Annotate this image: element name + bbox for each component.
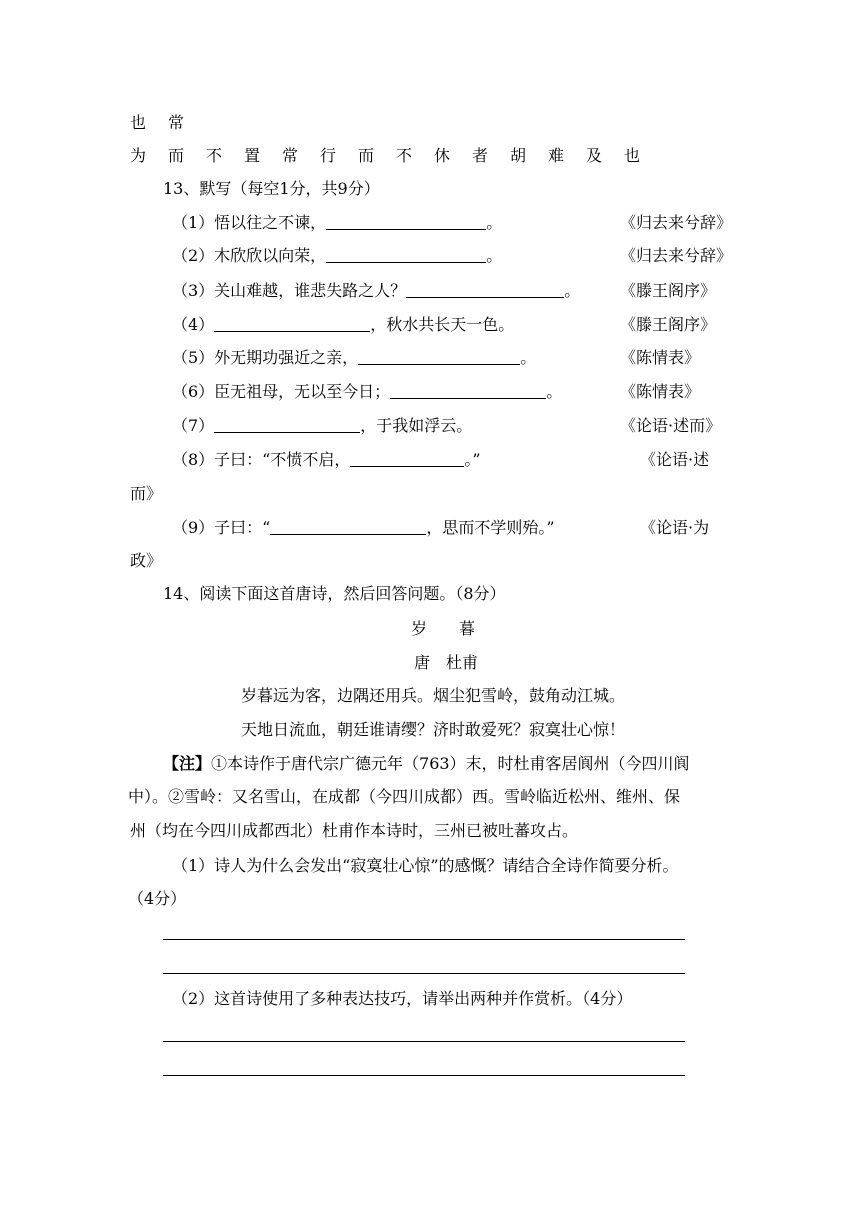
q14-sub2: （2）这首诗使用了多种表达技巧，请举出两种并作赏析。（4分）: [172, 989, 633, 1008]
q14-title: 14、阅读下面这首唐诗，然后回答问题。（8分）: [163, 584, 506, 603]
item-suffix: ，于我如浮云。: [360, 416, 473, 435]
q13-item-2: [172, 245, 502, 267]
q13-item-5: [172, 347, 536, 369]
note-label: 【注】: [163, 754, 212, 773]
item-prefix: （3）关山难越，谁悲失路之人？: [172, 281, 407, 300]
q13-source-4: 《滕王阁序》: [620, 315, 717, 334]
char: 而: [168, 146, 185, 165]
q13-item-7: [172, 415, 472, 437]
char: 休: [434, 146, 451, 165]
char: 而: [358, 146, 375, 165]
item-prefix: （1）悟以往之不谏，: [172, 213, 327, 232]
poem-title: 岁 暮: [411, 619, 476, 638]
item-suffix: ，秋水共长天一色。: [370, 315, 515, 334]
q13-source-7: 《论语·述而》: [620, 416, 722, 435]
poem-line-1: 岁暮远为客，边隅还用兵。烟尘犯雪岭，鼓角动江城。: [241, 686, 626, 705]
char: 行: [320, 146, 337, 165]
item-prefix: （8）子曰：“不愤不启，: [172, 450, 351, 469]
q13-source-8-wrap: 而》: [130, 484, 163, 503]
q13-source-5: 《陈情表》: [620, 348, 701, 367]
char: 难: [548, 146, 565, 165]
text-row-1: [130, 112, 206, 134]
poem-author: 唐 杜甫: [414, 653, 479, 672]
q13-source-6: 《陈情表》: [620, 382, 701, 401]
answer-blank[interactable]: [390, 382, 546, 399]
item-suffix: 。: [486, 213, 503, 232]
q14-sub1-line-1: （1）诗人为什么会发出“寂寞壮心惊”的感慨？请结合全诗作简要分析。: [172, 856, 679, 875]
note-line-3: 州（均在今四川成都西北）杜甫作本诗时，三州已被吐蕃攻占。: [130, 821, 579, 840]
item-suffix: 。: [546, 382, 563, 401]
text-row-2: [130, 145, 662, 167]
char: 也: [130, 113, 147, 132]
item-prefix: （6）臣无祖母，无以至今日；: [172, 382, 391, 401]
char: 及: [586, 146, 603, 165]
answer-blank[interactable]: [350, 450, 464, 467]
q14-sub1-line-2: （4分）: [128, 889, 187, 908]
q13-source-8: 《论语·述: [640, 450, 710, 469]
q13-item-9: [172, 517, 555, 539]
answer-line[interactable]: [163, 1075, 685, 1076]
q13-title: 13、默写（每空1分，共9分）: [163, 179, 380, 198]
answer-line[interactable]: [163, 1041, 685, 1042]
item-prefix: （2）木欣欣以向荣，: [172, 246, 327, 265]
q13-source-9: 《论语·为: [640, 518, 710, 537]
item-suffix: 。”: [464, 450, 481, 469]
note-line-2: 中）。②雪岭：又名雪山，在成都（今四川成都）西。雪岭临近松州、维州、保: [128, 787, 681, 806]
char: 常: [168, 113, 185, 132]
item-prefix: （7）: [172, 416, 215, 435]
q13-item-6: [172, 381, 562, 403]
answer-blank[interactable]: [214, 416, 360, 433]
char: 胡: [510, 146, 527, 165]
item-prefix: （5）外无期功强近之亲，: [172, 348, 359, 367]
item-prefix: （4）: [172, 315, 215, 334]
q13-item-3: [172, 280, 580, 302]
q13-item-8: [172, 449, 481, 471]
q13-source-9-wrap: 政》: [130, 551, 163, 570]
q13-item-1: [172, 212, 502, 234]
poem-line-2: 天地日流血，朝廷谁请缨？济时敢爱死？寂寞壮心惊！: [241, 720, 626, 739]
answer-blank[interactable]: [326, 213, 486, 230]
answer-blank[interactable]: [358, 348, 520, 365]
q13-source-1: 《归去来兮辞》: [620, 213, 733, 232]
char: 为: [130, 146, 147, 165]
q13-source-3: 《滕王阁序》: [620, 281, 717, 300]
char: 者: [472, 146, 489, 165]
q13-item-4: [172, 314, 514, 336]
note-line-1: [163, 753, 690, 775]
answer-line[interactable]: [163, 973, 685, 974]
char: 也: [624, 146, 641, 165]
char: 不: [396, 146, 413, 165]
char: 常: [282, 146, 299, 165]
item-suffix: 。: [564, 281, 581, 300]
item-suffix: 。: [520, 348, 537, 367]
char: 置: [244, 146, 261, 165]
answer-line[interactable]: [163, 939, 685, 940]
answer-blank[interactable]: [326, 246, 486, 263]
answer-blank[interactable]: [406, 281, 564, 298]
note-text: ①本诗作于唐代宗广德元年（763）末，时杜甫客居阆州（今四川阆: [211, 754, 690, 773]
item-prefix: （9）子曰：“: [172, 518, 271, 537]
q13-source-2: 《归去来兮辞》: [620, 246, 733, 265]
char: 不: [206, 146, 223, 165]
item-suffix: ，思而不学则殆。”: [426, 518, 555, 537]
item-suffix: 。: [486, 246, 503, 265]
answer-blank[interactable]: [270, 518, 426, 535]
answer-blank[interactable]: [214, 315, 370, 332]
